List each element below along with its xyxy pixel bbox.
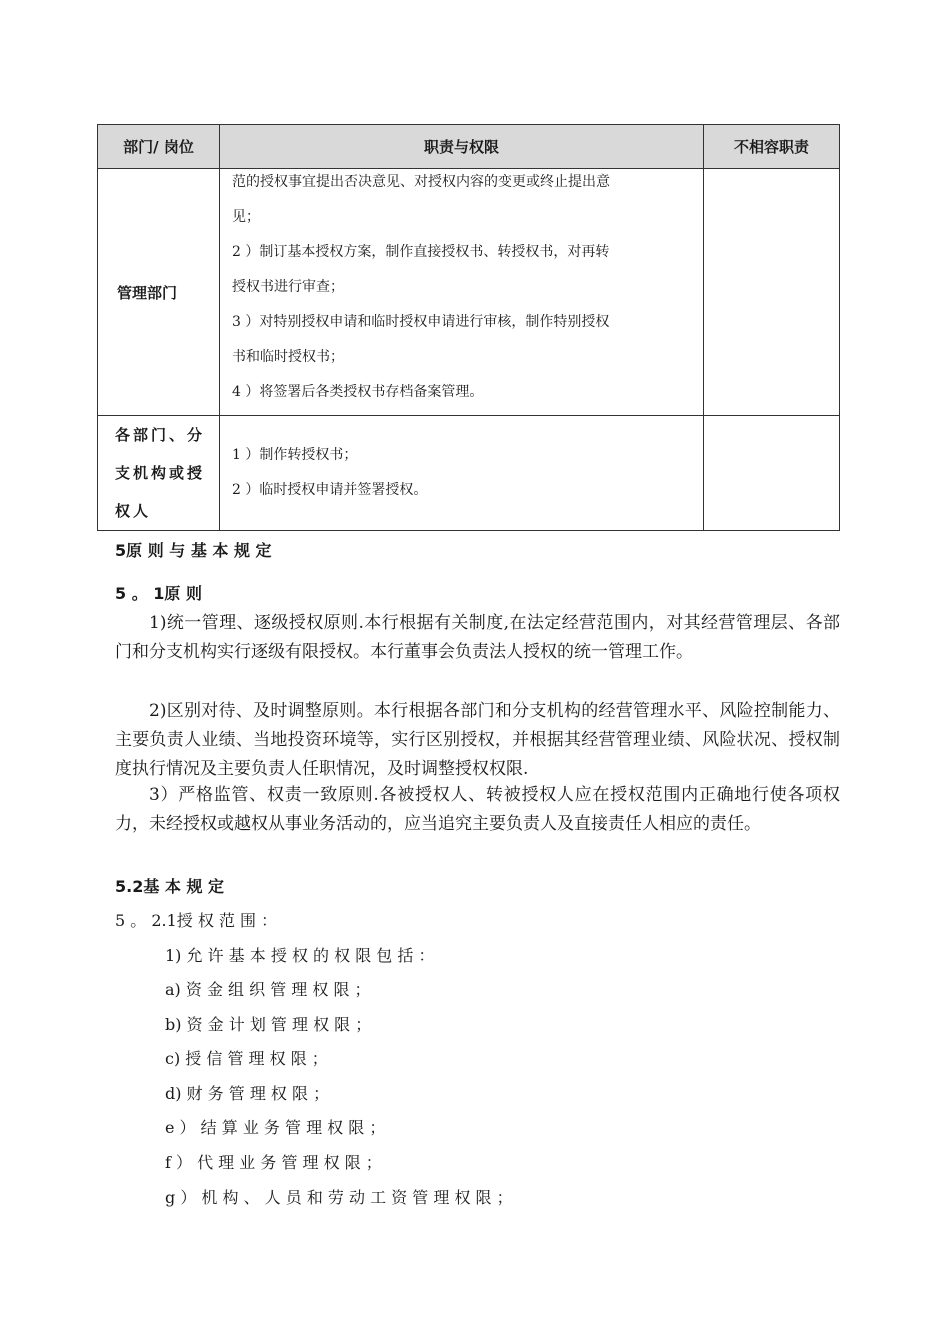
table-row bbox=[98, 169, 840, 416]
list-intro: 1) 允 许 基 本 授 权 的 权 限 包 括 ： bbox=[165, 946, 435, 965]
responsibility-table bbox=[97, 124, 840, 531]
list-item: e ） 结 算 业 务 管 理 权 限 ； bbox=[165, 1118, 386, 1137]
header-dept: 部门/ 岗位 bbox=[98, 125, 220, 169]
header-duties: 职责与权限 bbox=[220, 125, 704, 169]
dept-cell: 管理部门 bbox=[98, 169, 220, 416]
list-item: b) 资 金 计 划 管 理 权 限 ； bbox=[165, 1015, 372, 1034]
dept-cell bbox=[98, 416, 220, 531]
list-item: g ） 机 构 、 人 员 和 劳 动 工 资 管 理 权 限 ； bbox=[165, 1188, 513, 1207]
paragraph: 1)统一管理、逐级授权原则.本行根据有关制度,在法定经营范围内，对其经营管理层、各部门和分支机构实行逐级有限授权。本行董事会负责法人授权的统一管理工作。 bbox=[115, 613, 840, 662]
duty-line: 见； bbox=[232, 209, 260, 225]
table-row bbox=[98, 416, 840, 531]
duty-line: 1 ）制作转授权书； bbox=[232, 447, 358, 463]
duties-cell bbox=[220, 169, 704, 416]
duty-line: 授权书进行审查； bbox=[232, 279, 344, 295]
paragraph: 3）严格监管、权责一致原则.各被授权人、转被授权人应在授权范围内正确地行使各项权力，未经授权或越权从事业务活动的，应当追究主要负责人及直接责任人相应的责任。 bbox=[115, 785, 840, 834]
dept-line: 各部门、分 bbox=[115, 426, 206, 444]
header-incompatible: 不相容职责 bbox=[704, 125, 840, 169]
list-item: f ） 代 理 业 务 管 理 权 限 ； bbox=[165, 1153, 382, 1172]
duties-cell bbox=[220, 416, 704, 531]
section-5-1-heading: 5 。 1原 则 bbox=[115, 584, 202, 603]
section-5-heading: 5原 则 与 基 本 规 定 bbox=[115, 541, 272, 560]
dept-line: 权人 bbox=[115, 502, 152, 520]
duty-line: 4 ）将签署后各类授权书存档备案管理。 bbox=[232, 384, 484, 400]
dept-line: 支机构或授 bbox=[115, 464, 206, 482]
incompatible-cell bbox=[704, 169, 840, 416]
subsection-heading: 5 。 2.1授 权 范 围 ： bbox=[115, 911, 278, 930]
duty-line: 3 ）对特别授权申请和临时授权申请进行审核，制作特别授权 bbox=[232, 314, 610, 330]
duty-line: 书和临时授权书； bbox=[232, 349, 344, 365]
duty-line: 2 ）制订基本授权方案，制作直接授权书、转授权书，对再转 bbox=[232, 244, 610, 260]
paragraph: 2)区别对待、及时调整原则。本行根据各部门和分支机构的经营管理水平、风险控制能力、主要负责人业绩、当地投资环境等，实行区别授权，并根据其经营管理业绩、风险状况、授权制度执行情况及主要负责人任职情况，及时调整授权权限. bbox=[115, 701, 840, 779]
list-item: c) 授 信 管 理 权 限 ； bbox=[165, 1049, 328, 1068]
duty-line: 2 ）临时授权申请并签署授权。 bbox=[232, 482, 428, 498]
list-item: a) 资 金 组 织 管 理 权 限 ； bbox=[165, 980, 371, 999]
list-item: d) 财 务 管 理 权 限 ； bbox=[165, 1084, 330, 1103]
duty-line: 范的授权事宜提出否决意见、对授权内容的变更或终止提出意 bbox=[232, 174, 610, 190]
incompatible-cell bbox=[704, 416, 840, 531]
table-header-row bbox=[98, 125, 840, 169]
section-5-2-heading: 5.2基 本 规 定 bbox=[115, 877, 225, 896]
